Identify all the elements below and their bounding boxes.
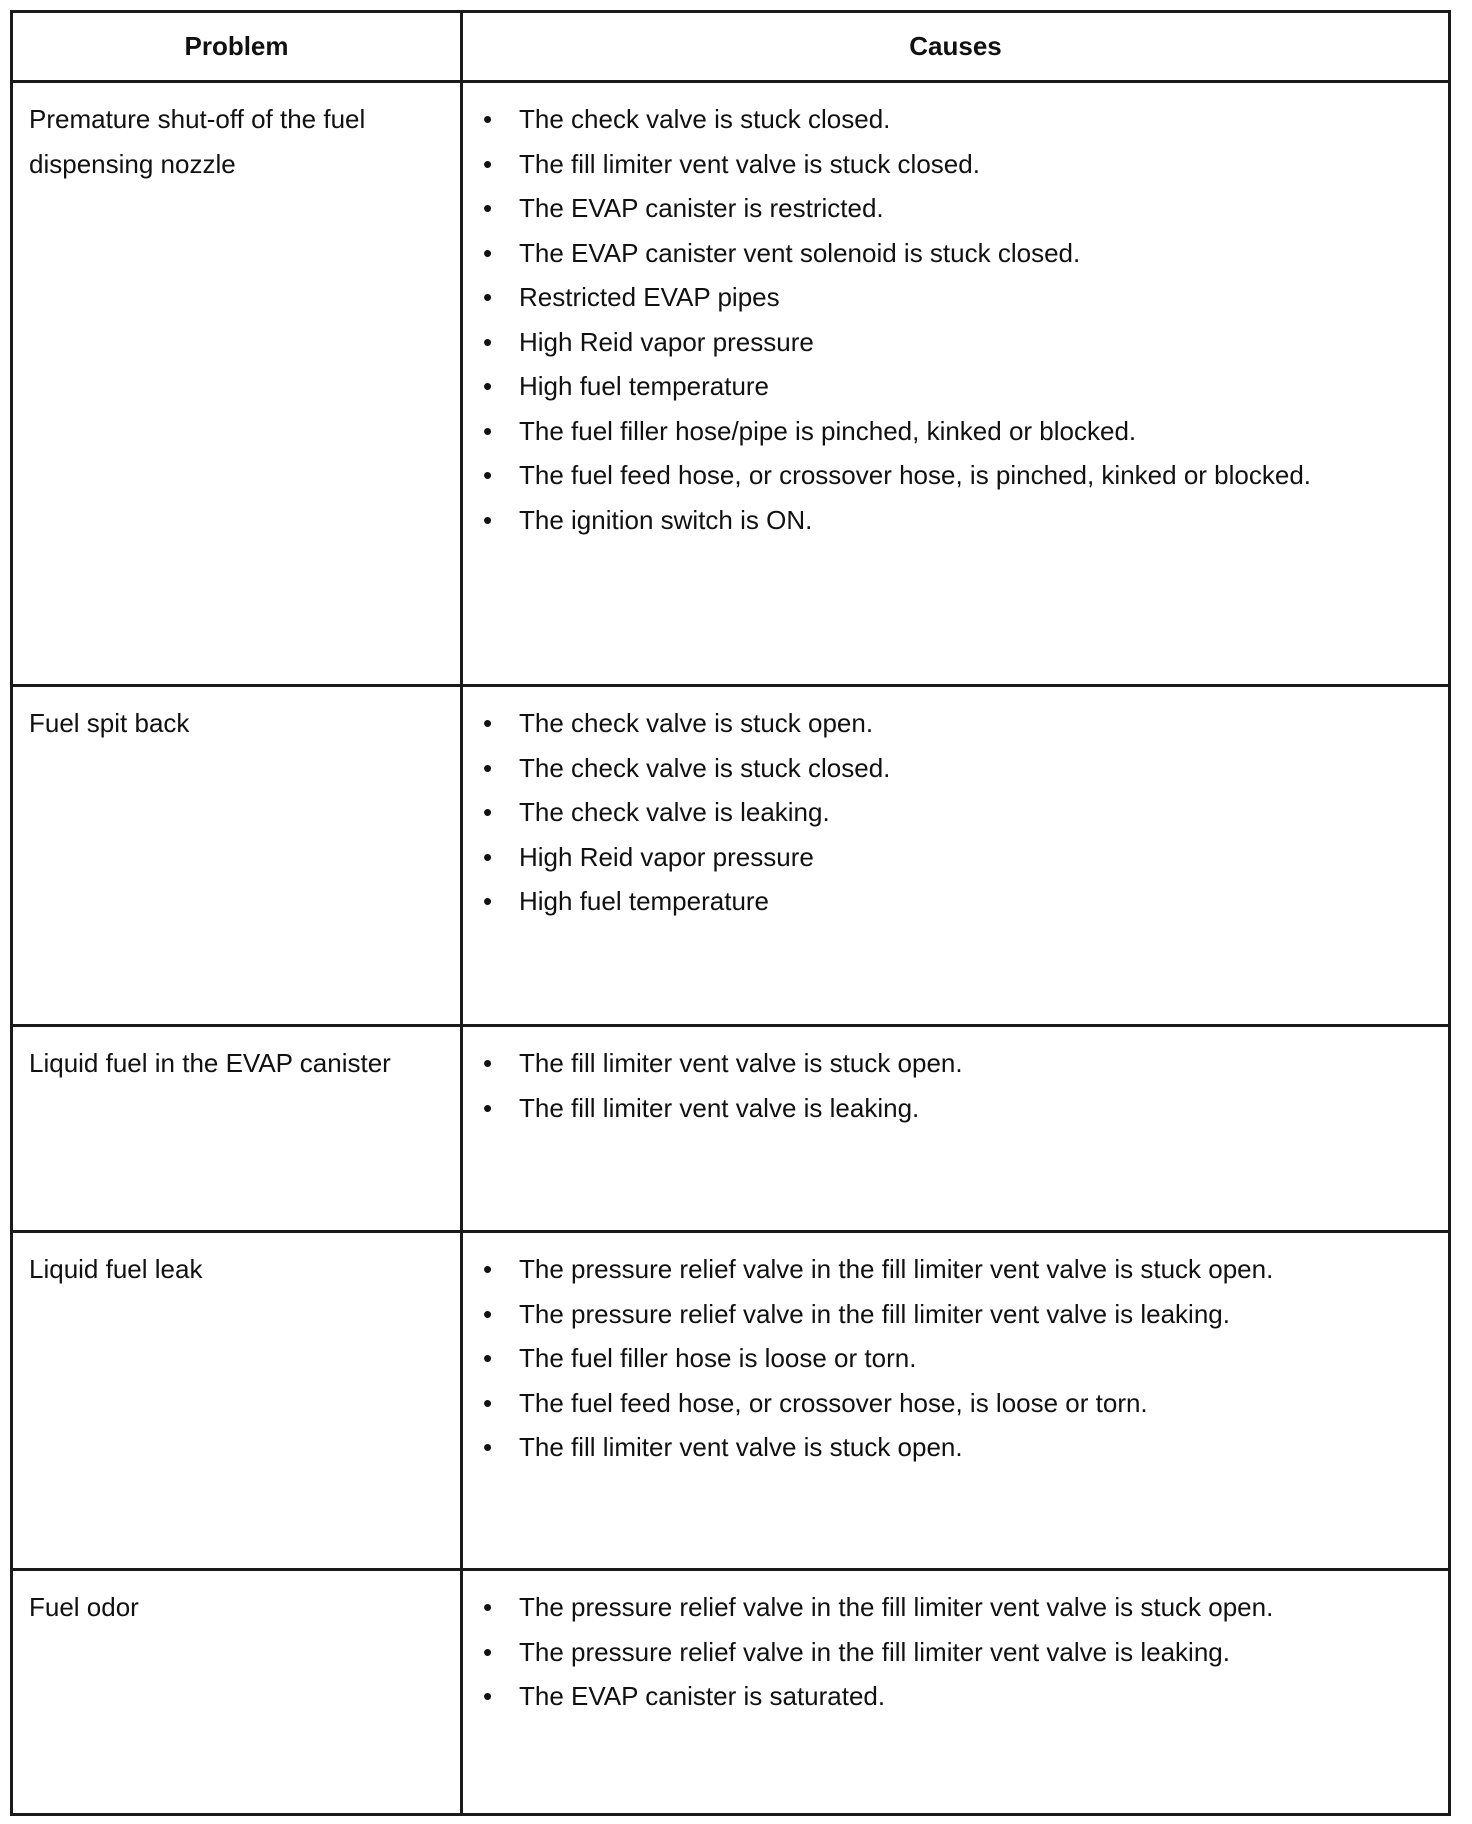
cause-text: The fuel feed hose, or crossover hose, is pinched, kinked or blocked.: [519, 460, 1311, 490]
cause-item: [479, 790, 1432, 835]
table-row: [12, 1570, 1450, 1815]
problem-cell: [12, 1026, 462, 1232]
bullet-icon: •: [483, 1636, 493, 1667]
cause-item: [479, 835, 1432, 880]
cause-item: [479, 1381, 1432, 1426]
cause-text: The check valve is stuck open.: [519, 708, 874, 738]
cause-item: [479, 746, 1432, 791]
cause-text: The pressure relief valve in the fill limiter vent valve is leaking.: [519, 1636, 1230, 1667]
bullet-icon: •: [483, 797, 493, 827]
causes-cell: [462, 1570, 1450, 1815]
bullet-icon: •: [483, 708, 493, 738]
cause-item: [479, 275, 1432, 320]
causes-list: [463, 83, 1448, 542]
table-row: [12, 686, 1450, 1026]
cause-item: [479, 1674, 1432, 1719]
cause-text: Restricted EVAP pipes: [519, 282, 780, 312]
bullet-icon: •: [483, 1387, 493, 1418]
bullet-icon: •: [483, 371, 493, 401]
bullet-icon: •: [483, 326, 493, 357]
bullet-icon: •: [483, 415, 493, 446]
cause-text: The EVAP canister is restricted.: [519, 193, 884, 223]
bullet-icon: •: [483, 1681, 493, 1711]
cause-item: [479, 320, 1432, 365]
cause-text: The fill limiter vent valve is stuck open.: [519, 1048, 963, 1078]
cause-item: [479, 364, 1432, 409]
cause-text: High fuel temperature: [519, 371, 770, 401]
bullet-icon: •: [483, 1343, 493, 1373]
causes-list: [463, 1233, 1448, 1470]
problem-cell: [12, 82, 462, 686]
causes-list: [463, 1027, 1448, 1130]
cause-item: [479, 701, 1432, 746]
cause-text: The check valve is leaking.: [519, 797, 830, 827]
diagnostic-table: [10, 10, 1451, 1816]
cause-text: The EVAP canister vent solenoid is stuck closed.: [519, 237, 1081, 268]
cause-text: The fill limiter vent valve is stuck closed.: [519, 148, 980, 179]
cause-item: [479, 1336, 1432, 1381]
cause-item: [479, 97, 1432, 142]
problem-cell: [12, 686, 462, 1026]
cause-item: [479, 498, 1432, 543]
cause-text: The check valve is stuck closed.: [519, 752, 891, 783]
cause-text: High fuel temperature: [519, 886, 770, 916]
bullet-icon: •: [483, 1048, 493, 1078]
problem-text: Fuel odor: [29, 1592, 139, 1622]
bullet-icon: •: [483, 504, 493, 535]
cause-text: The EVAP canister is saturated.: [519, 1681, 886, 1711]
cause-text: The ignition switch is ON.: [519, 504, 813, 535]
table-header-row: [12, 12, 1450, 82]
causes-cell: [462, 1232, 1450, 1570]
cause-text: The fuel filler hose is loose or torn.: [519, 1343, 917, 1373]
cause-text: The fill limiter vent valve is leaking.: [519, 1092, 920, 1123]
cause-text: The pressure relief valve in the fill limiter vent valve is stuck open.: [519, 1254, 1274, 1284]
header-problem: Problem: [12, 12, 462, 82]
problem-text: Liquid fuel leak: [29, 1254, 203, 1284]
cause-text: The pressure relief valve in the fill limiter vent valve is stuck open.: [519, 1592, 1274, 1622]
cause-item: [479, 1292, 1432, 1337]
causes-cell: [462, 82, 1450, 686]
bullet-icon: •: [483, 1092, 493, 1123]
bullet-icon: •: [483, 752, 493, 783]
cause-text: High Reid vapor pressure: [519, 841, 814, 872]
problem-cell: [12, 1570, 462, 1815]
causes-list: [463, 1571, 1448, 1719]
problem-text: Fuel spit back: [29, 708, 190, 738]
causes-list: [463, 687, 1448, 924]
bullet-icon: •: [483, 104, 493, 134]
bullet-icon: •: [483, 1254, 493, 1284]
cause-item: [479, 1041, 1432, 1086]
cause-text: The fill limiter vent valve is stuck open.: [519, 1432, 963, 1462]
table-row: [12, 82, 1450, 686]
bullet-icon: •: [483, 1298, 493, 1329]
problem-text: Premature shut-off of the fuel dispensing nozzle: [29, 104, 366, 179]
cause-item: [479, 1425, 1432, 1470]
cause-item: [479, 1630, 1432, 1675]
table-row: [12, 1026, 1450, 1232]
bullet-icon: •: [483, 1592, 493, 1622]
table-row: [12, 1232, 1450, 1570]
bullet-icon: •: [483, 237, 493, 268]
cause-text: The check valve is stuck closed.: [519, 104, 891, 134]
causes-cell: [462, 686, 1450, 1026]
header-causes: Causes: [462, 12, 1450, 82]
cause-item: [479, 231, 1432, 276]
problem-text: Liquid fuel in the EVAP canister: [29, 1048, 391, 1078]
bullet-icon: •: [483, 460, 493, 490]
bullet-icon: •: [483, 841, 493, 872]
cause-text: The pressure relief valve in the fill limiter vent valve is leaking.: [519, 1298, 1230, 1329]
problem-cell: [12, 1232, 462, 1570]
cause-item: [479, 1086, 1432, 1131]
cause-item: [479, 142, 1432, 187]
cause-item: [479, 879, 1432, 924]
cause-text: The fuel filler hose/pipe is pinched, kinked or blocked.: [519, 415, 1137, 446]
bullet-icon: •: [483, 1432, 493, 1462]
cause-item: [479, 453, 1432, 498]
causes-cell: [462, 1026, 1450, 1232]
cause-item: [479, 409, 1432, 454]
bullet-icon: •: [483, 886, 493, 916]
diagnostic-table-container: [10, 10, 1448, 1816]
cause-text: High Reid vapor pressure: [519, 326, 814, 357]
bullet-icon: •: [483, 193, 493, 223]
bullet-icon: •: [483, 282, 493, 312]
cause-text: The fuel feed hose, or crossover hose, is loose or torn.: [519, 1387, 1148, 1418]
cause-item: [479, 1585, 1432, 1630]
cause-item: [479, 1247, 1432, 1292]
cause-item: [479, 186, 1432, 231]
bullet-icon: •: [483, 148, 493, 179]
